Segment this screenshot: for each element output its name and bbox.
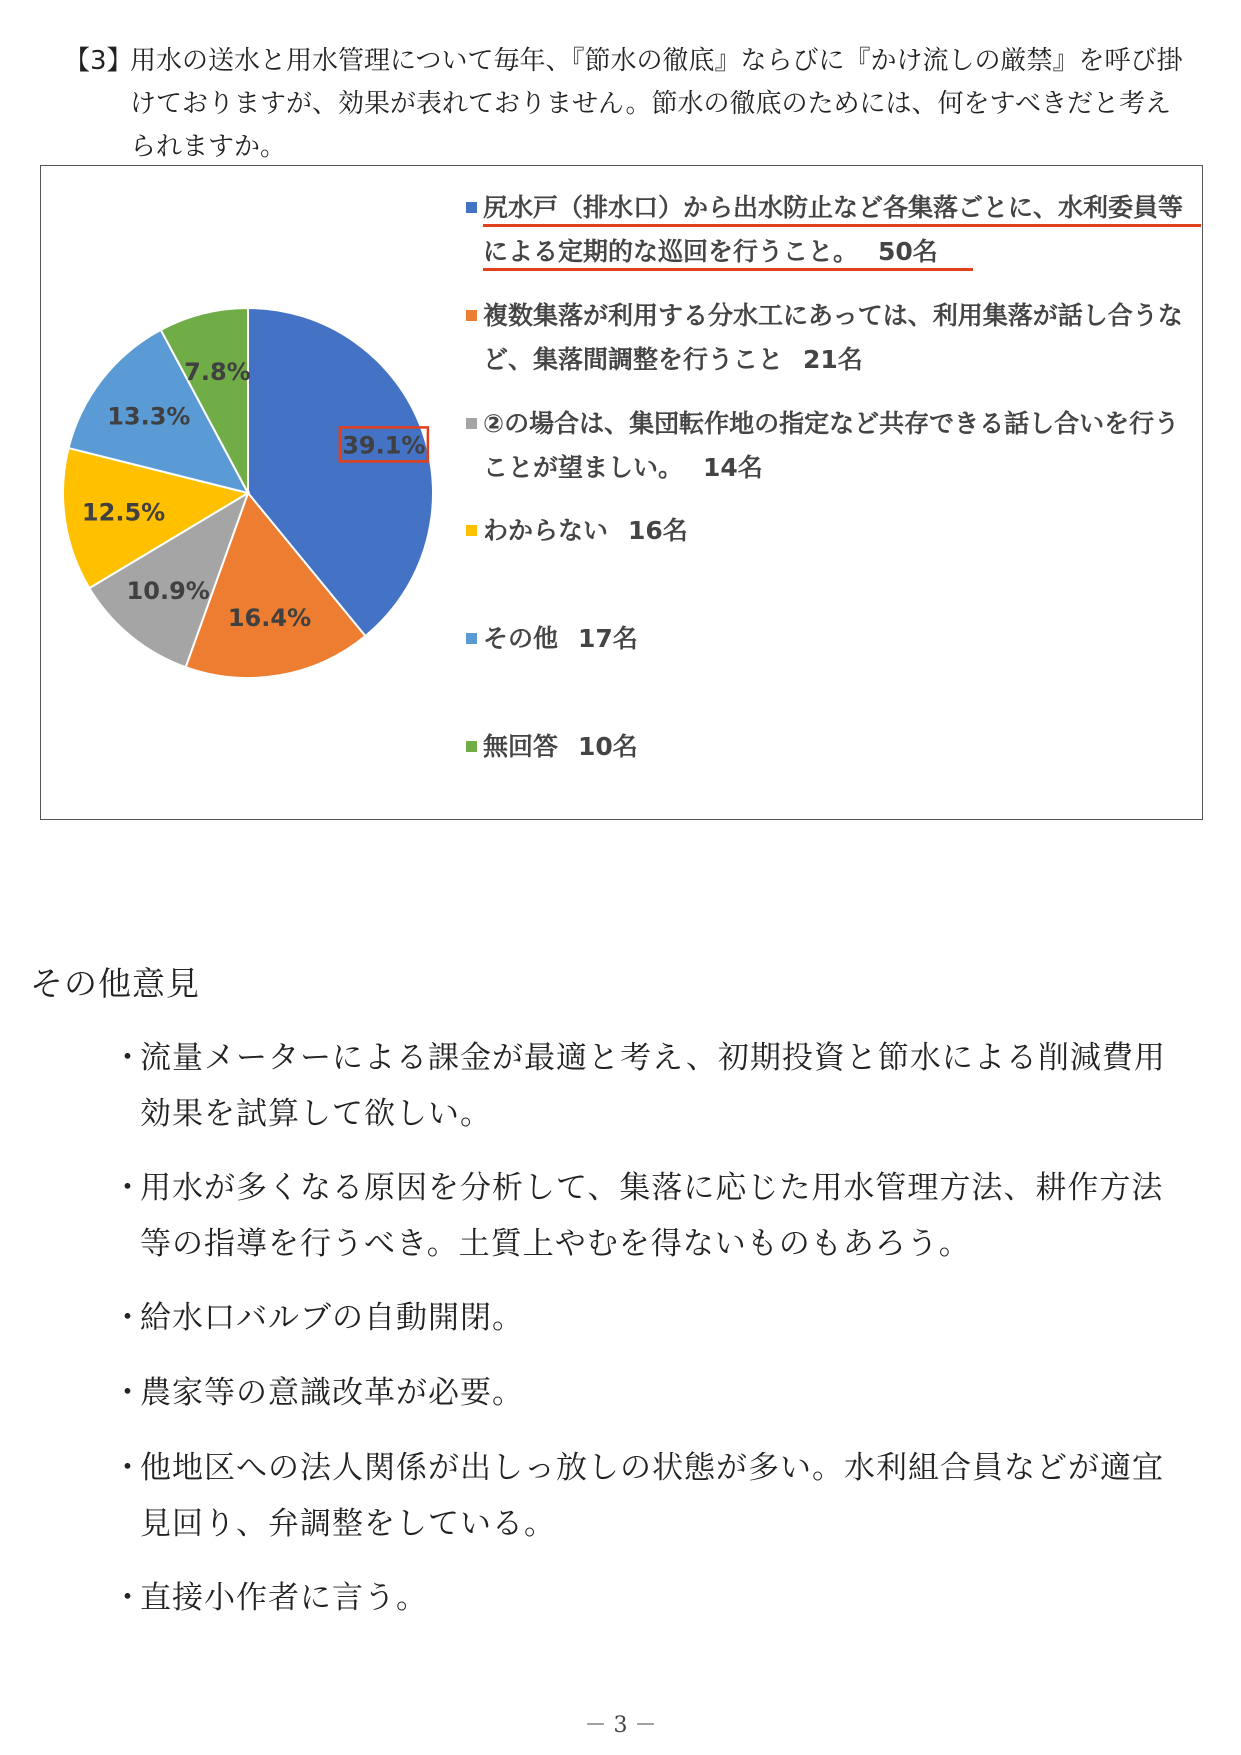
highlight-underline-2 bbox=[483, 268, 973, 271]
opinion-item bbox=[112, 1440, 1192, 1552]
bullet: ・ bbox=[112, 1040, 144, 1076]
opinion-text: 用水が多くなる原因を分析して、集落に応じた用水管理方法、耕作方法等の指導を行うべき。土質上やむを得ないものもあろう。 bbox=[140, 1170, 1164, 1262]
legend-item-no-answer bbox=[466, 725, 1201, 769]
legend-label-unknown: わからない bbox=[483, 516, 609, 545]
bullet: ・ bbox=[112, 1580, 144, 1616]
opinion-item bbox=[112, 1030, 1192, 1142]
opinion-text: 農家等の意識改革が必要。 bbox=[140, 1375, 524, 1411]
legend-swatch-no-answer bbox=[466, 741, 477, 752]
legend-item-unknown bbox=[466, 509, 1201, 553]
bullet: ・ bbox=[112, 1170, 144, 1206]
opinion-text: 流量メーターによる課金が最適と考え、初期投資と節水による削減費用効果を試算して欲しい。 bbox=[140, 1040, 1166, 1132]
other-opinions-title: その他意見 bbox=[30, 964, 200, 1003]
pie-label-unknown: 12.5% bbox=[81, 498, 166, 527]
opinion-text: 給水口バルブの自動開閉。 bbox=[140, 1300, 524, 1336]
legend-count-coordination: 21名 bbox=[803, 345, 863, 374]
pie-label-patrol: 39.1% bbox=[342, 431, 426, 460]
opinion-item bbox=[112, 1290, 1192, 1346]
legend-swatch-coordination bbox=[466, 310, 477, 321]
bullet: ・ bbox=[112, 1375, 144, 1411]
legend-item-patrol bbox=[466, 186, 1201, 274]
pie-label-other: 13.3% bbox=[107, 402, 191, 431]
legend-swatch-unknown bbox=[466, 525, 477, 536]
opinion-text: 直接小作者に言う。 bbox=[140, 1580, 428, 1616]
question-number: 【3】 bbox=[64, 46, 133, 76]
bullet: ・ bbox=[112, 1300, 144, 1336]
pie-label-coordination: 16.4% bbox=[227, 603, 312, 632]
legend-count-unknown: 16名 bbox=[628, 516, 688, 545]
legend-swatch-other bbox=[466, 633, 477, 644]
question-text: 用水の送水と用水管理について毎年、『節水の徹底』ならびに『かけ流しの厳禁』を呼び掛けておりますが、効果が表れておりません。節水の徹底のためには、何をすべきだと考えられますか。 bbox=[130, 46, 1183, 162]
opinion-item bbox=[112, 1570, 1192, 1626]
legend-count-other: 17名 bbox=[578, 624, 638, 653]
legend-item-other bbox=[466, 617, 1201, 661]
legend-swatch-coexistence bbox=[466, 418, 477, 429]
opinion-text: 他地区への法人関係が出しっ放しの状態が多い。水利組合員などが適宜見回り、弁調整をしている。 bbox=[140, 1450, 1164, 1542]
pie-label-coexistence: 10.9% bbox=[126, 577, 210, 606]
pie-label-no-answer: 7.8% bbox=[184, 357, 251, 386]
legend-label-other: その他 bbox=[483, 624, 559, 653]
pie-chart-panel bbox=[40, 165, 1203, 820]
question-block bbox=[64, 40, 1184, 169]
legend-count-patrol: 50名 bbox=[878, 237, 938, 266]
opinion-item bbox=[112, 1160, 1192, 1272]
legend-swatch-patrol bbox=[466, 202, 477, 213]
legend-count-coexistence: 14名 bbox=[703, 453, 763, 482]
legend-item-coordination bbox=[466, 294, 1201, 382]
legend-count-no-answer: 10名 bbox=[578, 732, 638, 761]
legend-label-coexistence: ②の場合は、集団転作地の指定など共存できる話し合いを行うことが望ましい。 bbox=[483, 409, 1180, 482]
legend-label-coordination: 複数集落が利用する分水工にあっては、利用集落が話し合うなど、集落間調整を行うこと bbox=[483, 301, 1183, 374]
highlight-underline-1 bbox=[483, 224, 1201, 227]
opinion-item bbox=[112, 1365, 1192, 1421]
legend-item-coexistence bbox=[466, 402, 1201, 490]
page-number: － 3 － bbox=[584, 1713, 657, 1738]
bullet: ・ bbox=[112, 1450, 144, 1486]
legend-label-patrol: 尻水戸（排水口）から出水防止など各集落ごとに、水利委員等による定期的な巡回を行うこと。 bbox=[483, 193, 1184, 266]
legend-label-no-answer: 無回答 bbox=[483, 732, 559, 761]
